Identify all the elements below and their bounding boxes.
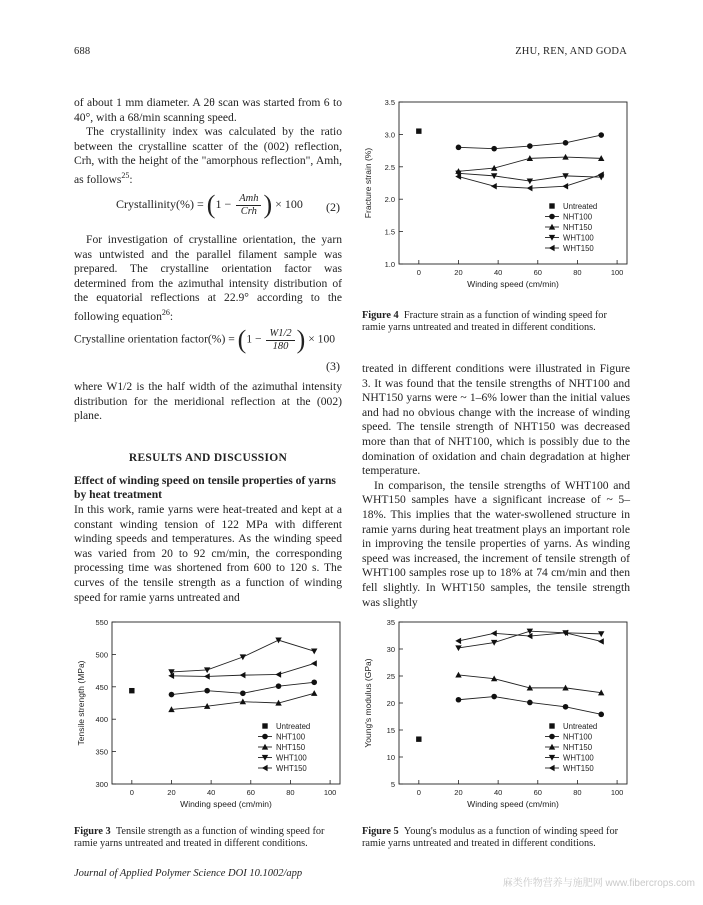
figure-3-chart (68, 612, 353, 822)
legend-label: WHT150 (563, 244, 594, 253)
left-paragraph-3-text: For investigation of crystalline orientation, the yarn was untwisted and the parallel filament sample was prepared. The crystalline orientation factor was determined from the azimuthal intensity distribution of the equatorial reflections at 22.9° according to the following equation (74, 233, 342, 323)
figure-4-caption (362, 310, 630, 334)
y-tick-label: 550 (95, 618, 108, 627)
figure-5-caption (362, 826, 630, 850)
data-point (598, 132, 604, 138)
eq2-denominator: Crh (240, 205, 257, 217)
series-untreated (416, 128, 421, 133)
y-tick-label: 2.5 (384, 162, 395, 172)
legend-marker (262, 734, 268, 740)
figure-5-label: Figure 5 (362, 826, 399, 837)
equation-2: Crystallinity(%) = (1 − $\frac{\text{Amh}}{\text{Crh}}$ ) × 100 (116, 190, 303, 219)
data-point (311, 649, 317, 655)
x-tick-label: 60 (533, 788, 542, 797)
legend-label: WHT100 (563, 753, 594, 763)
x-tick-label: 40 (493, 268, 503, 277)
y-tick-label: 30 (386, 645, 395, 654)
eq3-denominator: 180 (272, 340, 289, 352)
y-tick-label: 10 (386, 753, 395, 762)
legend-marker (549, 734, 555, 740)
data-point (527, 700, 533, 706)
series-nht150 (455, 154, 604, 174)
legend-label: NHT100 (276, 732, 306, 742)
data-point (240, 654, 246, 660)
legend-marker (549, 203, 554, 208)
figure-5-caption-text: Young's modulus as a function of winding speed for ramie yarns untreated and treated in different conditions. (362, 826, 619, 849)
legend-label: NHT100 (563, 212, 593, 222)
ref-25: 25 (121, 170, 130, 180)
eq2-number: (2) (326, 200, 340, 214)
legend-label: Untreated (563, 202, 598, 211)
series-untreated (416, 736, 421, 741)
data-point (129, 688, 134, 693)
data-point (275, 671, 281, 677)
site-watermark: 麻类作物营养与施肥网 www.fibercrops.com (502, 878, 695, 889)
series-wht100 (455, 629, 604, 652)
y-tick-label: 3.5 (384, 98, 395, 107)
data-point (598, 712, 604, 718)
x-axis-label: Winding speed (cm/min) (467, 279, 559, 289)
data-point (598, 638, 604, 644)
eq3-lhs: Crystalline orientation factor(%) = (74, 332, 235, 346)
legend-label: NHT100 (563, 732, 593, 742)
data-point (527, 178, 533, 184)
y-axis-label: Fracture strain (%) (363, 147, 373, 219)
x-tick-label: 100 (610, 268, 624, 277)
left-paragraph-5: In this work, ramie yarns were heat-treated and kept at a constant winding tension of 122 MPa with different winding speeds and temperatures. As the winding speed was varied from 20 to 92 cm/min, the corresponding processing time was shortened from 600 to 120 s. The curves of the tensile strength as a function of winding speed for ramie yarns untreated and (74, 503, 342, 604)
legend-label: Untreated (563, 722, 598, 731)
eq3-numerator: W1/2 (266, 328, 294, 341)
data-point (311, 660, 317, 666)
data-point (456, 697, 462, 703)
data-point (455, 672, 461, 678)
data-point (204, 673, 210, 679)
legend-label: WHT100 (563, 233, 594, 243)
y-tick-label: 2.0 (384, 195, 395, 205)
y-tick-label: 3.0 (384, 130, 395, 140)
legend-marker (262, 765, 268, 771)
legend-label: WHT150 (563, 764, 594, 773)
legend-label: NHT150 (276, 743, 306, 752)
left-paragraph-2-text: The crystallinity index was calculated by the ratio between the crystalline scatter of the (002) reflection, Crh, with the height of the "amorphous reflection", Amh, as follows (74, 125, 342, 186)
x-tick-label: 0 (129, 788, 134, 797)
data-point (562, 183, 568, 189)
data-point (455, 638, 461, 644)
left-paragraph-4: where W1/2 is the half width of the azimuthal intensity distribution for the meridional reflection at the (002) plane. (74, 380, 342, 423)
x-axis-label: Winding speed (cm/min) (180, 799, 272, 809)
legend-marker (262, 723, 267, 728)
data-point (416, 128, 421, 133)
legend-label: WHT150 (276, 764, 307, 773)
x-tick-label: 80 (573, 788, 582, 797)
x-tick-label: 20 (454, 788, 463, 797)
legend-marker (549, 214, 555, 220)
series-wht150 (168, 660, 317, 679)
x-tick-label: 60 (246, 788, 255, 797)
y-tick-label: 25 (386, 672, 395, 681)
data-point (311, 679, 317, 685)
left-paragraph-1: of about 1 mm diameter. A 2θ scan was started from 6 to 40°, with a 68/min scanning speed. (74, 96, 342, 124)
legend-label: Untreated (276, 722, 311, 731)
y-axis-label: Tensile strength (MPa) (76, 660, 86, 746)
x-tick-label: 0 (416, 268, 421, 277)
y-tick-label: 15 (386, 726, 395, 735)
x-tick-label: 20 (454, 268, 463, 277)
figure-3-caption-text: Tensile strength as a function of winding speed for ramie yarns untreated and treated in different conditions. (74, 826, 325, 849)
series-nht100 (169, 679, 317, 697)
y-tick-label: 35 (386, 618, 395, 627)
left-column-top (74, 96, 342, 187)
legend-marker (549, 245, 555, 251)
x-tick-label: 40 (206, 788, 216, 797)
x-tick-label: 100 (323, 788, 337, 797)
y-tick-label: 1.5 (384, 227, 395, 237)
data-point (491, 183, 497, 189)
data-point (491, 694, 497, 700)
page-number: 688 (74, 46, 91, 57)
x-tick-label: 40 (493, 788, 503, 797)
running-head: ZHU, REN, AND GODA (515, 46, 627, 57)
data-point (563, 140, 569, 146)
figure-5-chart (355, 612, 640, 822)
legend-label: NHT150 (563, 743, 593, 752)
x-axis-label: Winding speed (cm/min) (467, 799, 559, 809)
y-tick-label: 450 (95, 682, 108, 692)
subsection-heading: Effect of winding speed on tensile properties of yarns by heat treatment (74, 474, 336, 501)
series-wht100 (455, 171, 604, 185)
figure-4-caption-text: Fracture strain as a function of winding speed for ramie yarns untreated and treated in different conditions. (362, 310, 607, 333)
data-point (456, 145, 462, 151)
ref-26: 26 (161, 307, 170, 317)
data-point (563, 704, 569, 710)
series-nht100 (456, 132, 604, 151)
data-point (240, 690, 246, 696)
data-point (416, 736, 421, 741)
equation-3: Crystalline orientation factor(%) = (1 − $\frac{W1/2}{180}$ ) × 100 (74, 325, 336, 354)
data-point (169, 692, 175, 698)
legend (258, 722, 310, 773)
x-tick-label: 80 (286, 788, 295, 797)
data-point (455, 645, 461, 651)
x-tick-label: 20 (167, 788, 176, 797)
data-point (276, 683, 282, 689)
y-tick-label: 1.0 (384, 260, 395, 269)
left-paragraph-2: The crystallinity index was calculated by the ratio between the crystalline scatter of the (002) reflection, Crh, with the height of the "amorphous reflection", Amh, as follows$^{25}$: (74, 125, 342, 186)
eq3-rhs: × 100 (308, 332, 336, 346)
figure-4-label: Figure 4 (362, 310, 399, 321)
right-paragraph-1: treated in different conditions were illustrated in Figure 3. It was found that the tensile strengths of NHT100 and NHT150 yarns were ~ 1–6% lower than the initial values and had no obvious change with the increase of winding speed. The tensile strength of NHT150 was decreased more than that of NHT100, which is possibly due to the domination of oxidation and chain degradation at higher temperature. (362, 362, 630, 478)
data-point (240, 672, 246, 678)
eq2-numerator: Amh (236, 193, 261, 206)
legend (545, 722, 597, 773)
y-tick-label: 400 (95, 715, 108, 725)
figure-3-label: Figure 3 (74, 826, 111, 837)
legend-label: WHT100 (276, 753, 307, 763)
y-tick-label: 20 (386, 699, 395, 708)
y-tick-label: 5 (390, 780, 395, 789)
data-point (204, 688, 210, 694)
eq3-number: (3) (326, 359, 340, 373)
series-nht150 (455, 672, 604, 696)
y-tick-label: 300 (95, 780, 108, 789)
series-untreated (129, 688, 134, 693)
left-paragraph-3: For investigation of crystalline orientation, the yarn was untwisted and the parallel filament sample was prepared. The crystalline orientation factor was determined from the azimuthal intensity distribution of the equatorial reflections at 22.9° according to the following equation$^{26}$: (74, 233, 342, 323)
journal-footer: Journal of Applied Polymer Science DOI 10.1002/app (74, 868, 303, 879)
legend (545, 202, 597, 253)
x-tick-label: 0 (416, 788, 421, 797)
y-tick-label: 350 (95, 747, 108, 757)
legend-marker (549, 765, 555, 771)
data-point (491, 146, 497, 152)
section-heading: RESULTS AND DISCUSSION (128, 452, 288, 464)
x-tick-label: 80 (573, 268, 582, 277)
figure-3-caption (74, 826, 342, 850)
right-paragraph-2: In comparison, the tensile strengths of WHT100 and WHT150 samples have a significant increase of ~ 5–18%. This implies that the water-swollened structure in ramie yarns during heat treatment plays an important role in improving the tensile properties of yarns. As winding speed was increased, the increment of tensile strength of WHT100 samples rose up to 18% at 74 cm/min and then fell slightly. In WHT150 samples, the tensile strength was slightly (362, 478, 630, 609)
y-tick-label: 500 (95, 650, 108, 660)
series-nht100 (456, 694, 604, 717)
data-point (527, 143, 533, 149)
right-column-text (362, 362, 630, 610)
data-point (491, 630, 497, 636)
eq2-rhs: × 100 (275, 196, 303, 211)
y-axis-label: Young's modulus (GPa) (363, 658, 373, 748)
eq2-lhs: Crystallinity(%) = (116, 196, 204, 211)
legend-label: NHT150 (563, 223, 593, 232)
series-line (458, 697, 601, 715)
x-tick-label: 60 (533, 268, 542, 277)
figure-4-chart (355, 92, 640, 302)
legend-marker (549, 723, 554, 728)
x-tick-label: 100 (610, 788, 624, 797)
data-point (311, 690, 317, 696)
data-point (527, 185, 533, 191)
